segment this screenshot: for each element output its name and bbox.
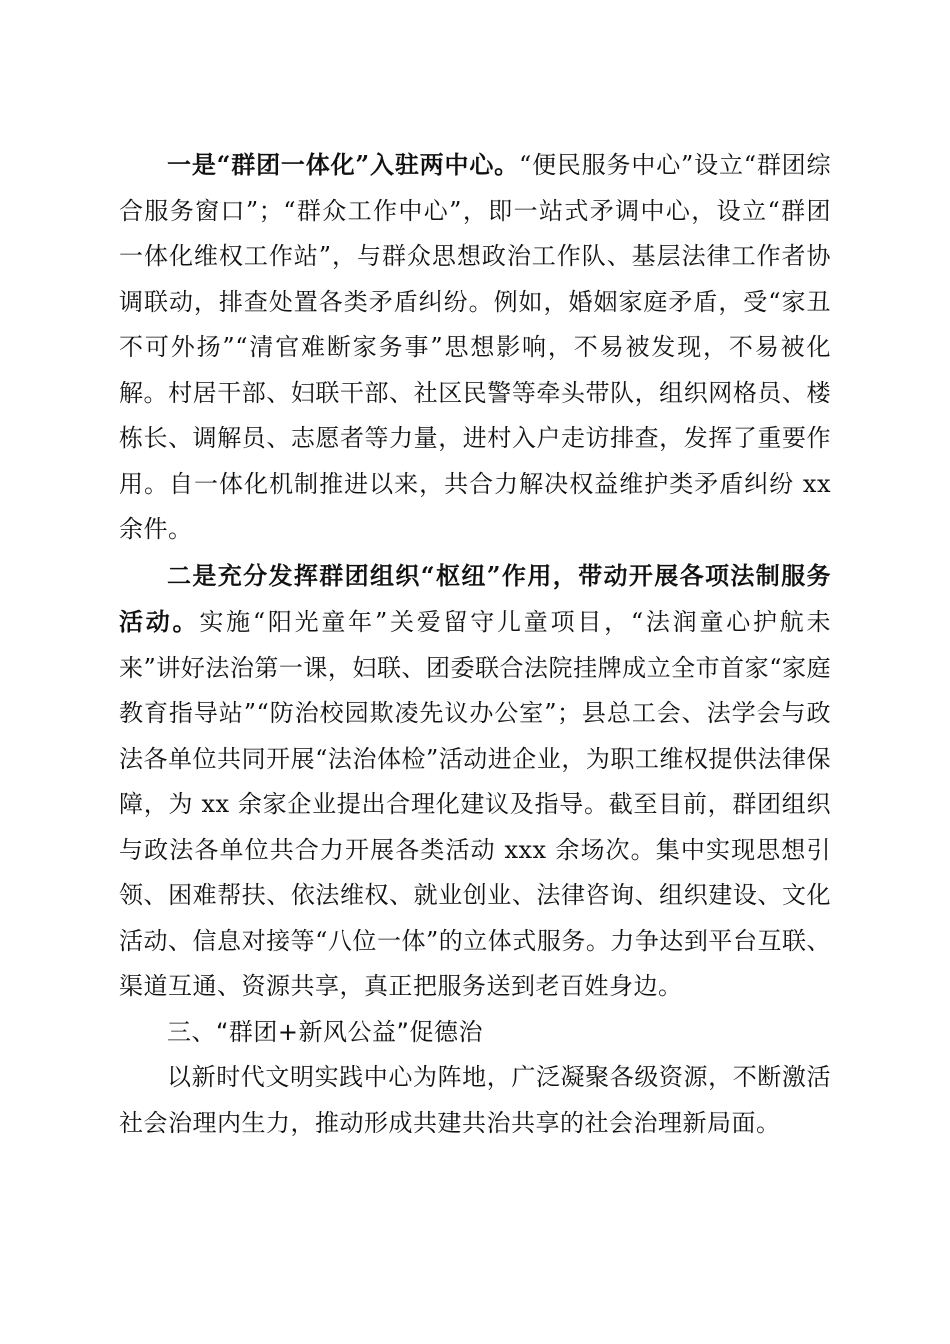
section-heading: 三、“群团+新风公益”促德治	[167, 1017, 483, 1046]
paragraph-two-lead: 二是充分发挥群团组织“枢纽”作用，带动开展各项法制服务活动。	[119, 560, 831, 636]
document-body	[119, 142, 831, 1146]
paragraph-two	[119, 553, 831, 1010]
paragraph-one-lead: 一是“群团一体化”入驻两中心。	[167, 150, 519, 179]
paragraph-one	[119, 142, 831, 553]
paragraph-two-body: 实施“阳光童年”关爱留守儿童项目，“法润童心护航未来”讲好法治第一课，妇联、团委联合法院挂牌成立全市首家“家庭教育指导站”“防治校园欺凌先议办公室”；县总工会、法学会与政法各单位共同开展“法治体检”活动进企业，为职工维权提供法律保障，为 xx 余家企业提出合理化建议及指导。截至目前，群团组织与政法各单位共合力开展各类活动 xxx 余场次。集中实现思想引领、困难帮扶、依法维权、就业创业、法律咨询、组织建设、文化活动、信息对接等“八位一体”的立体式服务。力争达到平台互联、渠道互通、资源共享，真正把服务送到老百姓身边。	[119, 608, 832, 1000]
paragraph-one-body: “便民服务中心”设立“群团综合服务窗口”；“群众工作中心”，即一站式矛调中心，设立“群团一体化维权工作站”，与群众思想政治工作队、基层法律工作者协调联动，排查处置各类矛盾纠纷。例如，婚姻家庭矛盾，受“家丑不可外扬”“清官难断家务事”思想影响，不易被发现，不易被化解。村居干部、妇联干部、社区民警等牵头带队，组织网格员、楼栋长、调解员、志愿者等力量，进村入户走访排查，发挥了重要作用。自一体化机制推进以来，共合力解决权益维护类矛盾纠纷 xx 余件。	[119, 151, 832, 543]
closing-paragraph: 以新时代文明实践中心为阵地，广泛凝聚各级资源，不断激活社会治理内生力，推动形成共建共治共享的社会治理新局面。	[119, 1063, 831, 1137]
